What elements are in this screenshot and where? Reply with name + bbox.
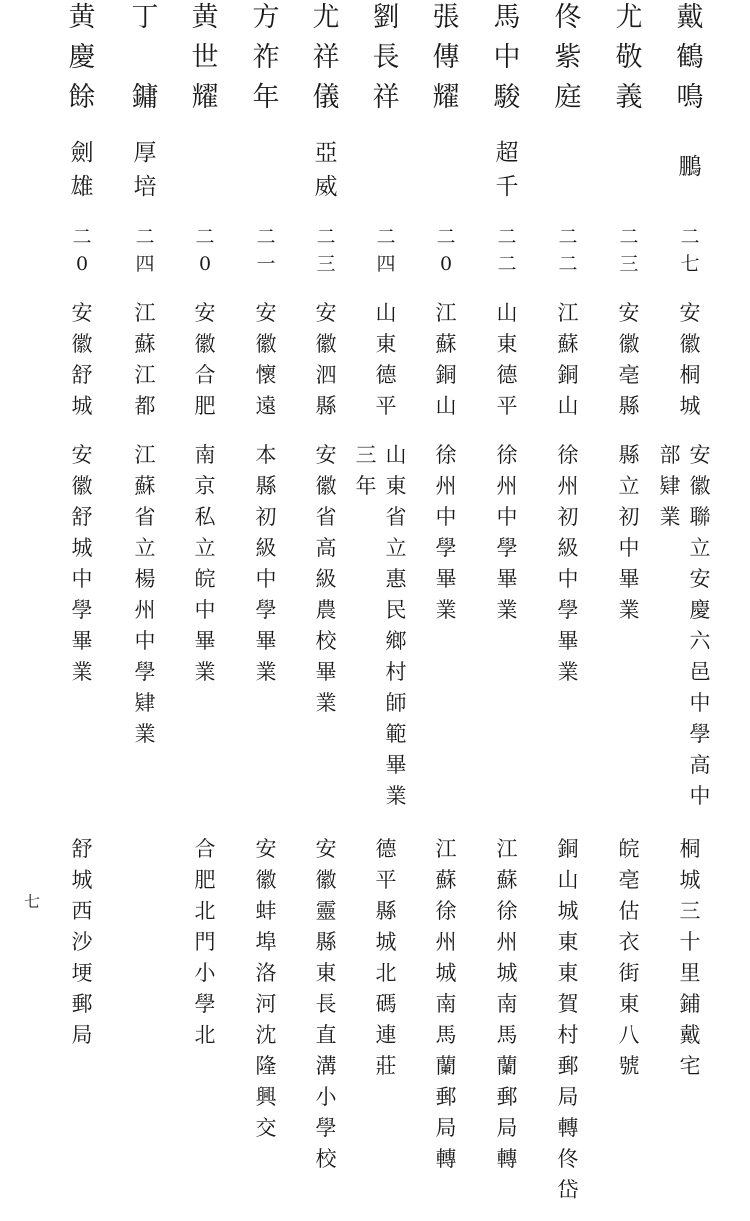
person-age: 二 0 (195, 226, 215, 275)
native-place: 安 徽 泗 縣 (315, 301, 337, 418)
person-name: 方 祚 年 (252, 2, 280, 113)
person-alias: 鵬 (678, 154, 702, 180)
address: 桐 城 三 十 里 鋪 戴 宅 (679, 837, 701, 1078)
address: 皖 亳 估 衣 街 東 八 號 (618, 837, 640, 1078)
person-name: 黄 世 耀 (191, 2, 219, 113)
native-place: 江 蘇 銅 山 (435, 301, 457, 418)
address: 江 蘇 徐 州 城 南 馬 蘭 郵 局 轉 (496, 837, 518, 1171)
education: 安 徽 聯 立 安 慶 六 邑 中 學 高 中 (689, 443, 711, 808)
education: 三 年 (355, 443, 377, 498)
native-place: 安 徽 懷 遠 (255, 301, 277, 418)
person-age: 二 七 (680, 226, 700, 275)
person-age: 二 三 (619, 226, 639, 275)
person-alias: 超 千 (495, 140, 519, 200)
education: 山 東 省 立 惠 民 鄉 村 師 範 畢 業 (385, 443, 407, 808)
page-number: 七 (24, 892, 41, 911)
education: 徐 州 初 級 中 學 畢 業 (557, 443, 579, 684)
education: 本 縣 初 級 中 學 畢 業 (255, 443, 277, 684)
address: 江 蘇 徐 州 城 南 馬 蘭 郵 局 轉 (435, 837, 457, 1171)
person-age: 二 0 (72, 226, 92, 275)
person-alias: 厚 培 (133, 140, 157, 200)
person-age: 二 一 (256, 226, 276, 275)
education: 安 徽 舒 城 中 學 畢 業 (71, 443, 93, 684)
education: 部 肄 業 (659, 443, 681, 529)
native-place: 山 東 德 平 (375, 301, 397, 418)
person-age: 二 二 (558, 226, 578, 275)
education: 徐 州 中 學 畢 業 (435, 443, 457, 622)
education: 縣 立 初 中 畢 業 (618, 443, 640, 622)
person-name: 馬 中 駿 (493, 2, 521, 113)
address: 舒 城 西 沙 埂 郵 局 (71, 837, 93, 1047)
native-place: 安 徽 舒 城 (71, 301, 93, 418)
address: 銅 山 城 東 東 賀 村 郵 局 轉 佟 岱 (557, 837, 579, 1202)
address: 安 徽 蚌 埠 洛 河 沈 隆 興 交 (255, 837, 277, 1140)
native-place: 安 徽 桐 城 (679, 301, 701, 418)
person-name: 尤 祥 儀 (312, 2, 340, 113)
person-age: 二 三 (316, 226, 336, 275)
person-age: 二 四 (135, 226, 155, 275)
education: 南 京 私 立 皖 中 畢 業 (194, 443, 216, 684)
native-place: 安 徽 合 肥 (194, 301, 216, 418)
native-place: 江 蘇 銅 山 (557, 301, 579, 418)
education: 江 蘇 省 立 楊 州 中 學 肄 業 (134, 443, 156, 746)
person-name: 張 傳 耀 (432, 2, 460, 113)
person-name: 尤 敬 義 (615, 2, 643, 113)
person-age: 二 0 (436, 226, 456, 275)
person-age: 二 二 (497, 226, 517, 275)
person-name: 丁 鏞 (131, 2, 159, 113)
address: 安 徽 靈 縣 東 長 直 溝 小 學 校 (315, 837, 337, 1171)
person-name: 劉 長 祥 (372, 2, 400, 113)
address: 德 平 縣 城 北 碼 連 莊 (375, 837, 397, 1078)
person-age: 二 四 (376, 226, 396, 275)
education: 安 徽 省 高 級 農 校 畢 業 (315, 443, 337, 715)
address: 合 肥 北 門 小 學 北 (194, 837, 216, 1047)
person-name: 黄 慶 餘 (68, 2, 96, 113)
native-place: 山 東 德 平 (496, 301, 518, 418)
person-alias: 亞 威 (314, 140, 338, 200)
education: 徐 州 中 學 畢 業 (496, 443, 518, 622)
person-alias: 劍 雄 (70, 140, 94, 200)
person-name: 戴 鶴 鳴 (676, 2, 704, 113)
native-place: 安 徽 亳 縣 (618, 301, 640, 418)
native-place: 江 蘇 江 都 (134, 301, 156, 418)
person-name: 佟 紫 庭 (554, 2, 582, 113)
